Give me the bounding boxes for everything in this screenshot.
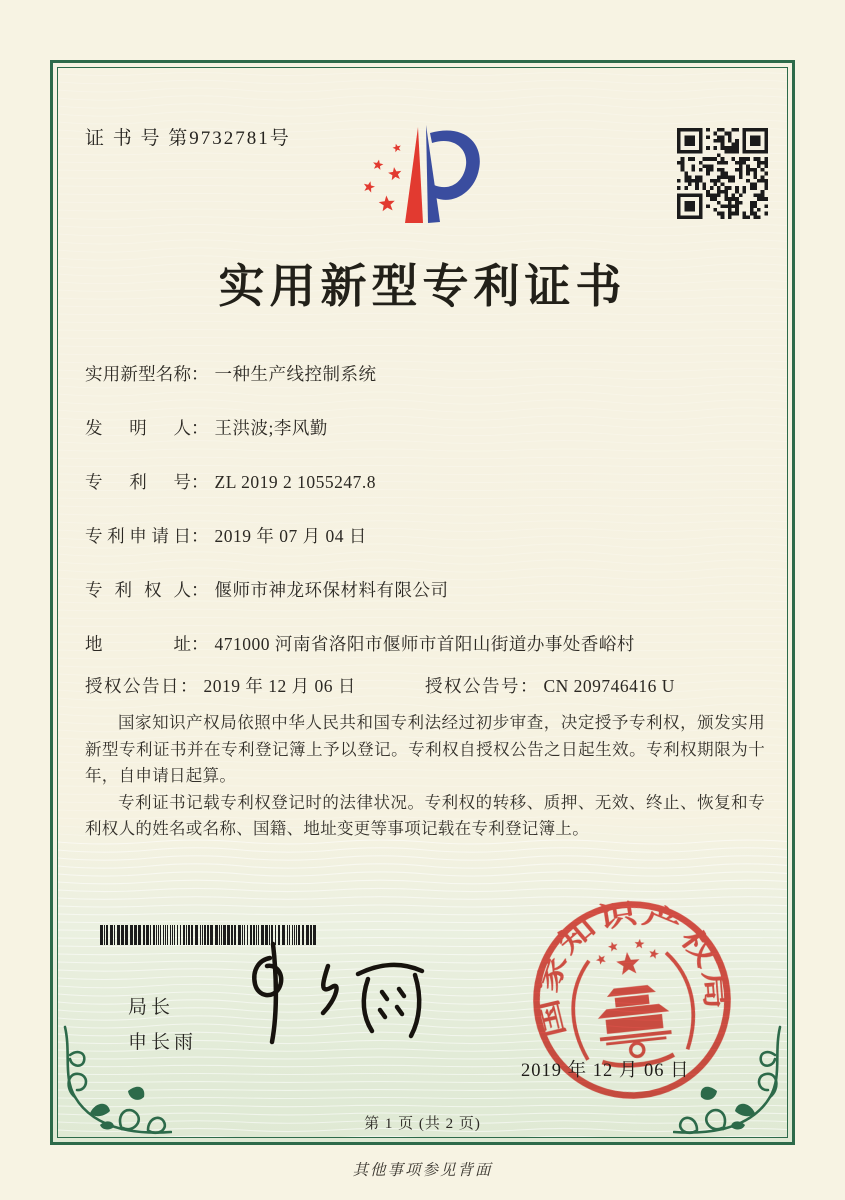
- field-row-grant: [85, 673, 775, 698]
- seal-text: 国家知识产权局: [532, 899, 730, 1041]
- back-side-note: 其他事项参见背面: [352, 1162, 493, 1179]
- grant-number-label: 授权公告号: [425, 676, 520, 696]
- field-row-inventor: [85, 415, 775, 440]
- field-value: 王洪波;李风勤: [214, 418, 328, 438]
- field-colon: ：: [520, 676, 538, 696]
- field-value: ZL 2019 2 1055247.8: [214, 472, 376, 492]
- page-number: 第 1 页 (共 2 页): [364, 1116, 481, 1132]
- field-value: 2019 年 07 月 04 日: [214, 526, 367, 546]
- field-colon: ：: [191, 526, 209, 546]
- field-row-patent-number: [85, 469, 775, 494]
- field-colon: ：: [180, 676, 198, 696]
- grant-date-value: 2019 年 12 月 06 日: [203, 676, 356, 696]
- certificate-number: 证 书 号 第9732781号: [85, 128, 291, 149]
- field-row-patent-name: [85, 361, 775, 386]
- director-signature: [232, 938, 437, 1050]
- field-colon: ：: [191, 364, 209, 384]
- seal-date: 2019 年 12 月 06 日: [521, 1061, 690, 1081]
- field-row-filing-date: [85, 523, 775, 548]
- field-label: 专利申请日: [85, 526, 191, 546]
- field-label: 地址: [85, 634, 191, 654]
- field-colon: ：: [191, 418, 209, 438]
- field-value: 一种生产线控制系统: [214, 364, 377, 384]
- grant-date-label: 授权公告日: [85, 676, 180, 696]
- field-colon: ：: [191, 634, 209, 654]
- field-colon: ：: [191, 580, 209, 600]
- field-label: 专利权人: [85, 580, 191, 600]
- certificate-title: 实用新型专利证书: [218, 261, 627, 312]
- director-name: 申长雨: [128, 1032, 198, 1053]
- grant-number-value: CN 209746416 U: [543, 676, 675, 696]
- field-label: 实用新型名称: [85, 364, 191, 384]
- legal-paragraph-1: 国家知识产权局依照中华人民共和国专利法经过初步审查，决定授予专利权，颁发实用新型专利证书并在专利登记簿上予以登记。专利权自授权公告之日起生效。专利权期限为十年，自申请日起算。: [85, 713, 765, 785]
- legal-text-block: [85, 710, 765, 843]
- field-label: 发明人: [85, 418, 191, 438]
- field-row-address: [85, 631, 775, 656]
- field-value: 471000 河南省洛阳市偃师市首阳山街道办事处香峪村: [214, 634, 635, 654]
- director-title: 局长: [128, 997, 175, 1018]
- legal-paragraph-2: 专利证书记载专利权登记时的法律状况。专利权的转移、质押、无效、终止、恢复和专利权人的姓名或名称、国籍、地址变更等事项记载在专利登记簿上。: [85, 792, 765, 838]
- qr-code: [677, 128, 768, 219]
- field-row-patentee: [85, 577, 775, 602]
- field-colon: ：: [191, 472, 209, 492]
- field-label: 专利号: [85, 472, 191, 492]
- field-value: 偃师市神龙环保材料有限公司: [214, 580, 449, 600]
- cnipa-logo-icon: [360, 123, 485, 225]
